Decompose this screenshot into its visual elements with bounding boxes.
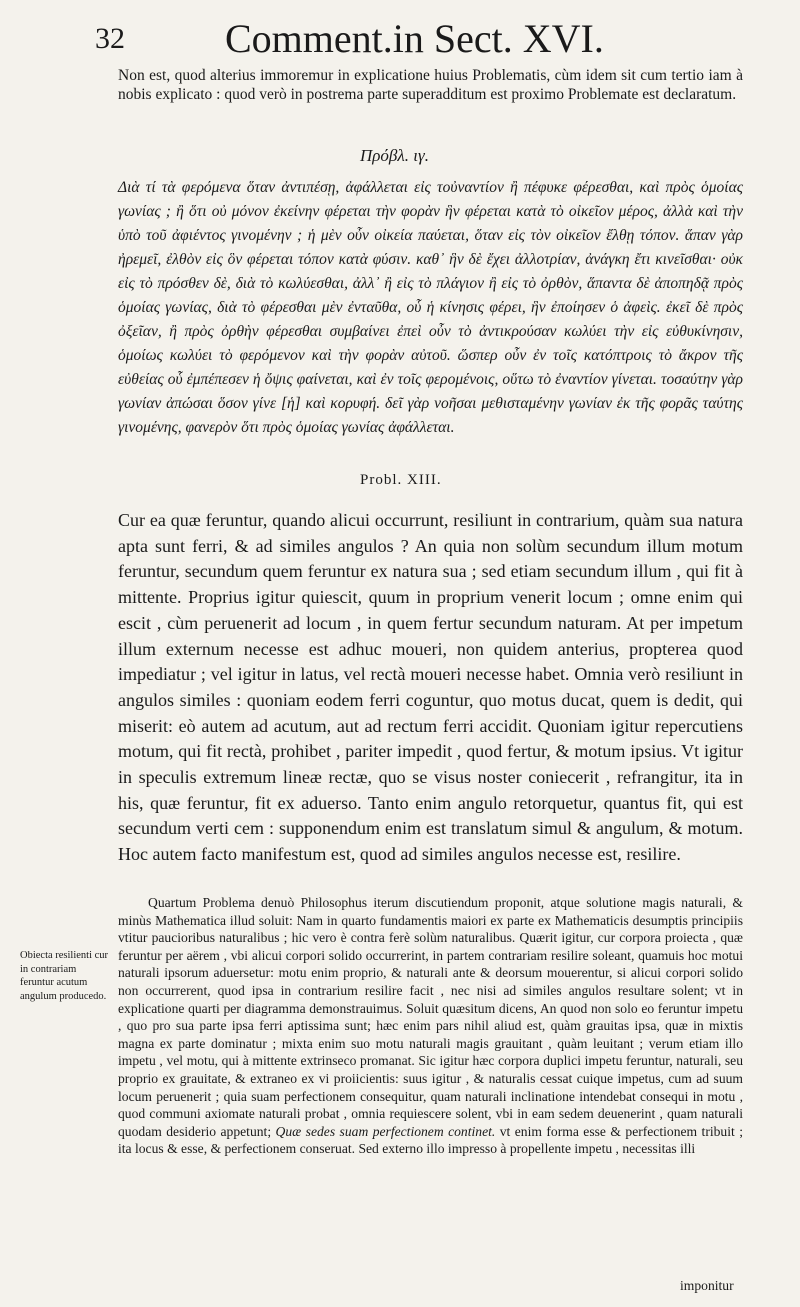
latin-problem-heading: Probl. XIII. (360, 472, 442, 488)
commentary-italic-phrase: Quæ sedes suam perfectionem continet. (275, 1123, 496, 1139)
catchword: imponitur (680, 1278, 734, 1293)
commentary-paragraph (118, 894, 743, 1158)
latin-problem-text: Cur ea quæ feruntur, quando alicui occurrunt, resiliunt in contrarium, quàm sua natura apta sunt ferri, & ad similes angulos ? An quia non solùm secundum illum motum feruntur, secundum quem feruntur ex natura sua ; sed etiam secundum illum , qui fit à mittente. Proprius igitur quiescit, quum in proprium venerit locum ; omne enim qui escit , cùm peruenerit ad locum , in quem fertur secundum naturam. At per impetum illum externum necesse est adhuc moueri, non quidem anterius, propterea quod impediatur ; vel igitur in latus, vel rectà moueri necesse habet. Omnia verò resiliunt in angulos similes : quoniam eodem ferri coguntur, quo motus ducat, quem is dedit, qui miserit: eò autem ad acutum, aut ad rectum ferri accidit. Quoniam igitur repercutiens motum, qui fit rectà, prohibet , pariter impedit , quod fertur, & motum ipsius. Vt igitur in speculis extremum lineæ rectæ, quo se visus noster coniecerit , refrangitur, ita in his, quæ feruntur, fit ex aduerso. Tanto enim angulo retorquetur, quantus fit, qui est secundum verti cem : supponendum enim est translatum simul & angulum, & motum. Hoc autem facto manifestum est, quod ad similes angulos necesse est, resilire. (118, 510, 743, 865)
commentary-body: Quartum Problema denuò Philosophus iterum discutiendum proponit, atque solutione magis naturali, & minùs Mathematica illud soluit: Nam in quarto fundamentis maiori ex parte ex Mathematicis desumptis principiis vtitur paucioribus naturalibus ; hic vero è contra ferè solùm naturalibus. Quærit igitur, cur corpora proiecta , quæ feruntur per aërem , vbi alicui corpori solido occurrerint, in partem contrariam resilire soleant, quamuis hoc motui naturali ipsorum aduersetur: motu enim proprio, & naturali ante & deorsum mouerentur, si alicui corpori solido non occurrerent, quod ipsa in contrarium resilire facit , nec nisi ad similes angulos resultare solent; vt in explicatione quarti per diagramma demonstrauimus. Soluit quæsitum dicens, An quod non solo eo feruntur impetu , quo pro sua parte ipsa ferri aptissima sunt; hæc enim pars nihil aliud est, quàm grauitas ipsa, quæ in mixtis magna ex parte dominatur ; mixta enim suo motu naturali magis grauitant , quàm leuitant ; verum etiam illo impetu , vel motu, qui à mittente extrinseco promanat. Sic igitur hæc corpora duplici impetu feruntur, naturali, seu proprio ex grauitate, & extraneo ex vi proiicientis: suus igitur , & naturalis cessat cuique impetus, cum ad suum locum peruenerit ; quia suam perfectionem consequitur, quam naturali inclinatione intendebat consequi in motu , quod communi axiomate naturali probat , omnia requiescere solent, vbi in eam sedem deuenerint , quam naturali quodam desiderio appetunt; (118, 895, 743, 1139)
intro-paragraph: Non est, quod alterius immoremur in explicatione huius Problematis, cùm idem sit cum tertio iam à nobis explicato : quod verò in postrema parte superadditum est proximo Problemate est declaratum. (118, 67, 743, 103)
margin-note: Obiecta resilienti cur in contrariam feruntur acutum angulum producedo. (20, 950, 109, 1002)
greek-problem-heading: Πρόβλ. ιγ. (360, 146, 429, 165)
running-header (95, 14, 775, 64)
page-number: 32 (95, 22, 125, 55)
commentary-tail: vt enim forma esse & perfectionem tribuit ; ita locus & esse, & perfectionem conseruat. Sed externo illo impresso à propellente impetu , necessitas illi (118, 1123, 743, 1157)
greek-problem-text: Διὰ τί τὰ φερόμενα ὅταν ἀντιπέσῃ, ἀφάλλεται εἰς τοὐναντίον ἢ πέφυκε φέρεσθαι, καὶ πρὸς ὁμοίας γωνίας ; ἢ ὅτι οὐ μόνον ἐκείνην φέρεται τὴν φορὰν ἣν φέρεται κατὰ τὸ οἰκεῖον μέρος, ἀλλὰ καὶ τὴν ὑπὸ τοῦ ἀφιέντος γινομένην ; ἡ μὲν οὖν οἰκεία παύεται, ὅταν εἰς τὸν οἰκεῖον ἔλθῃ τόπον. ἅπαν γὰρ ἠρεμεῖ, ἐλθὸν εἰς ὃν φέρεται τόπον κατὰ φύσιν. καθ᾽ ἣν δὲ ἔχει ἀλλοτρίαν, ἀνάγκη ἔτι κινεῖσθαι· οὐκ εἰς τὸ πρόσθεν δὲ, διὰ τὸ κωλύεσθαι, ἀλλ᾽ ἢ εἰς τὸ πλάγιον ἢ εἰς τὸ ὀρθὸν, ἅπαντα δὲ ἀποπηδᾷ πρὸς ὁμοίας γωνίας, διὰ τὸ φέρεσθαι μὲν ἐνταῦθα, οὗ ἡ κίνησις φέρει, ἣν ἐποίησεν ὁ ἀφεὶς. ἐκεῖ δὲ πρὸς ὀξεῖαν, ἢ πρὸς ὀρθὴν φέρεσθαι συμβαίνει ἐπεὶ οὖν τὸ ἀντικρούσαν κωλύει τὴν εἰς εὐθυκίνησιν, ὁμοίως κωλύει τὸ φερόμενον καὶ τὴν φορὰν αὐτοῦ. ὥσπερ οὖν ἐν τοῖς κατόπτροις τὸ ἄκρον τῆς εὐθείας οὗ ἐμπέπεσεν ἡ ὄψις φαίνεται, καὶ ἐν τοῖς φερομένοις, οὕτω τὸ ἐναντίον γίνεται. τοσαύτην γὰρ γωνίαν ἀπώσαι ὅσον γίνε [ἡ] καὶ κορυφή. δεῖ γὰρ νοῆσαι μεθισταμένην γωνίαν ἐκ τῆς φορᾶς ταύτης γινομένης, φανερὸν ὅτι πρὸς ὁμοίας γωνίας ἀφάλλεται. (118, 179, 743, 436)
running-title: Comment.in Sect. XVI. (225, 16, 604, 61)
